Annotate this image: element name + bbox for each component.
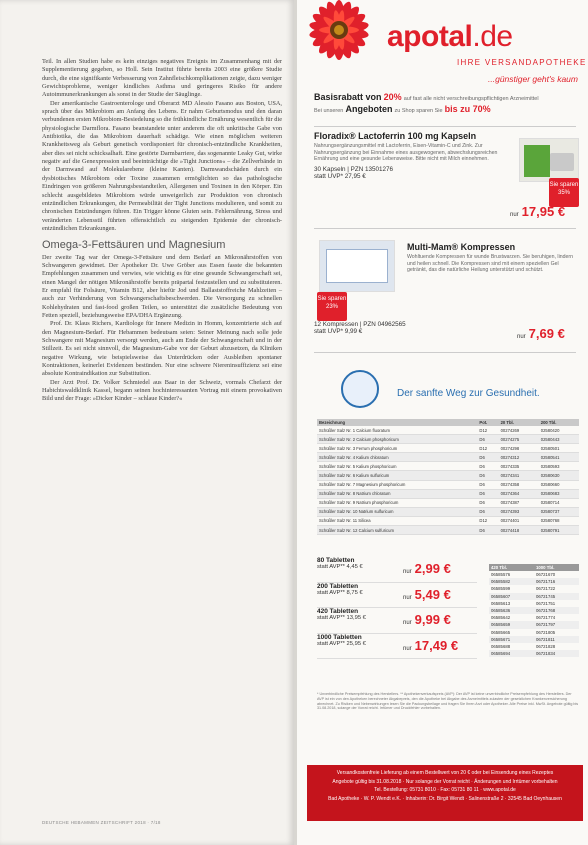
table-row: [489, 607, 579, 614]
savings-badge: Sie sparen 23%: [317, 292, 347, 321]
product-pzn: 30 Kapseln | PZN 13501276: [314, 165, 394, 173]
pack-avp: statt AVP** 8,75 €: [317, 589, 363, 596]
advert-page: [297, 0, 588, 845]
table-cell: 00274387: [499, 498, 539, 507]
table-row: [317, 507, 579, 516]
table-row: [317, 480, 579, 489]
table-row: [317, 444, 579, 453]
product-pzn: 12 Kompressen | PZN 04962565: [314, 321, 406, 328]
article-paragraph: Teil. In allen Studien habe es kein einziges negatives Ereignis im Zusammenhang mit der Supplementierung gegeben, so Holl. Sein Institut führte bereits 2003 eine größere Studie durch, die eine signifikante Verbesserung von Zahnfleischkomplikationen zeigte, dazu weniger Gewichtsprobleme, weniger kindliches Asthma und geringeres Risiko für andere Autoimmunerkrankungen als sonst in der Studie der Säuglinge.: [42, 58, 282, 99]
table-cell: 00274364: [499, 489, 539, 498]
table-cell: 02580420: [539, 426, 579, 435]
discount-label: Basisrabatt von: [314, 92, 382, 102]
table-cell: 06721834: [534, 650, 579, 657]
column-header: 420 Tbl.: [489, 564, 534, 571]
table-cell: Schüßler Salz Nr. 2 Calcium phosphoricum: [317, 435, 477, 444]
table-row: [489, 621, 579, 628]
table-cell: 06585582: [489, 578, 534, 585]
table-cell: D6: [477, 471, 498, 480]
price-prefix: nur: [517, 334, 526, 340]
divider: [314, 126, 576, 127]
footer-line: Bad Apotheke · W. P. Wendt e.K. · Inhaberin: Dr. Birgit Wendt · Salinenstraße 2 · 32545 Bad Oeynhausen: [328, 795, 562, 802]
price-value: 5,49 €: [414, 586, 451, 602]
table-cell: D12: [477, 426, 498, 435]
pack-price: [403, 612, 451, 627]
table-cell: 06721716: [534, 578, 579, 585]
pack-price: [403, 587, 451, 602]
table-cell: D6: [477, 507, 498, 516]
table-row: [317, 526, 579, 535]
column-header: Bezeichnung: [317, 419, 477, 426]
table-cell: 02580768: [539, 516, 579, 525]
legal-fineprint: * Unverbindliche Preisempfehlung des Herstellers. ** Apothekenverkaufspreis (AVP): Der AVP ist keine unverbindliche Preisempfehlung des Herstellers. Der AVP ist ein von den Apotheken berechneter Abgabepreis, den die Apotheke bei Abgabe des Arzneimittels zulasten der gesetzlichen Krankenversicherung abrechnet. Zu Risiken und Nebenwirkungen lesen Sie die Packungsbeilage und fragen Sie Ihren Arzt oder Apotheker. Alle Preise inkl. MwSt. Angebote gültig bis 31.08.2018, solange der Vorrat reicht. Irrtümer und Druckfehler vorbehalten.: [317, 692, 579, 711]
table-cell: Schüßler Salz Nr. 12 Calcium sulfuricum: [317, 526, 477, 535]
product-name: Floradix® Lactoferrin 100 mg Kapseln: [314, 131, 477, 141]
table-row: [489, 650, 579, 657]
table-row: [317, 435, 579, 444]
price-prefix: nur: [403, 620, 412, 626]
price-prefix: nur: [403, 594, 412, 601]
floradix-package-image: [519, 138, 579, 182]
table-header-row: [317, 419, 579, 426]
discount-banner: [314, 92, 579, 114]
brand-slogan: ...günstiger geht's kaum: [488, 74, 578, 84]
footer-info-bar: [307, 765, 583, 821]
advert-header: [297, 0, 588, 82]
pack-title: 80 Tabletten: [317, 557, 355, 564]
table-cell: D6: [477, 453, 498, 462]
offer-text: Angeboten: [345, 104, 393, 114]
pack-item: [317, 634, 477, 660]
savings-badge: Sie sparen 35%: [549, 178, 579, 207]
divider: [314, 352, 576, 353]
table-cell: 06585671: [489, 636, 534, 643]
article-paragraph: Prof. Dr. Klaus Richers, Kardiologe für Innere Medizin in Homm, konzentrierte sich auf den Magnesium-Bedarf. Für Hebammen bedeutsam seien: Seiner Meinung nach solle jede Schwangere mit Magnesium versorgt werden, auch am Ende der Schwangerschaft und in der Stillzeit. Es sei nicht sinnvoll, die Magnesium-Gabe vor der Geburt abzusetzen, da Kliniken negative Wirkung, wie beispielsweise das Unterdrücken oder Ausbleiben spontaner Kontraktionen, keinerlei Evidenzen bestünden. Nur eine schwere Niereninsuffizienz sei eine absolute Kontraindikation zur Substitution.: [42, 320, 282, 378]
table-cell: 02580791: [539, 526, 579, 535]
table-row: [489, 643, 579, 650]
table-cell: 06721670: [536, 572, 556, 578]
table-cell: 06585642: [491, 615, 511, 621]
table-cell: 06721828: [536, 643, 556, 649]
table-cell: 02580443: [539, 435, 579, 444]
table-cell: Schüßler Salz Nr. 5 Kalium phosphoricum: [317, 462, 477, 471]
apotal-logo: [387, 20, 513, 54]
footer-line: Angebote gültig bis 31.08.2018 · Nur solange der Vorrat reicht · Änderungen und Irrtümer vorbehalten: [332, 778, 558, 785]
table-row: [489, 629, 579, 636]
table-cell: Schüßler Salz Nr. 7 Magnesium phosphoricum: [317, 480, 477, 489]
table-cell: 02580660: [539, 480, 579, 489]
pack-price: [403, 638, 458, 653]
table-cell: 06721811: [534, 636, 579, 643]
table-cell: 00274358: [499, 480, 539, 489]
table-cell: 02580593: [539, 462, 579, 471]
table-cell: 06585694: [489, 650, 534, 657]
table-cell: 02580737: [539, 507, 579, 516]
product-multimam-meta: [314, 318, 474, 335]
table-row: [317, 489, 579, 498]
price-prefix: nur: [510, 212, 519, 218]
pack-item: [317, 608, 477, 634]
table-cell: Schüßler Salz Nr. 4 Kalium chloratum: [317, 453, 477, 462]
offer-text: Bei unseren: [314, 108, 344, 114]
pack-price: [403, 561, 451, 576]
product-floradix: [314, 131, 504, 180]
table-cell: 00274298: [499, 444, 539, 453]
table-cell: Schüßler Salz Nr. 8 Natrium chloratum: [317, 489, 477, 498]
table-cell: Schüßler Salz Nr. 6 Kalium sulfuricum: [317, 471, 477, 480]
table-row: [489, 614, 579, 621]
article-paragraph: Der amerikanische Gastroenterologe und Oberarzt MD Alessio Fasano aus Boston, USA, sprach über das Mikrobiom am Anfang des Lebens. Er nahm Geburtsmodus und den daran verbundenen ersten Mikrobiom-Besiedelung so die frühkindliche Ernährung wesentlich für die physiologische Darmflora. Fasano beanstandete unter anderem die oft unkritische Gabe von Antibiotika, die das Mikrobiom dauerhaft schädige. Wie einen möglichen weiteren Krankheitsweg als Geburt genetisch vordisponiert für chronisch-entzündliche Krankheiten, aber dies sei nicht schicksalhaft. Eine gestörte Darmbarriere, das sogenannte Leaky Gut, wirke negativ auf die Genexpression und beeinträchtige die »Tight Junctions« – die Zellverbände in der Darmwand auf Molekularebene (kleine Kanten). Darmwandschäden durch ein dysbiotisches Mikrobiom oder Toxine zusammen ermöglichten so das pathologische Eindringen von größeren Nahrungsbestandteilen, Allergenen und Toxinen in den Körper. Ein schlecht ausgebildetes Mikrobiom würde unweigerlich zur Produktion von chronisch entzündlichen Erkrankungen, die Permeabilität der Tight Junctions modulieren, und somit zu chronischen Entzündungen führen. Ein Trigger könne Gluten sein. Fehlernährung, Stress und veränderten Lebensstil führten offensichtlich zu steigenden Epidemie der chronisch-entzündlichen Erkrankungen.: [42, 99, 282, 232]
table-cell: D6: [477, 462, 498, 471]
table-cell: 06721745: [534, 593, 579, 600]
table-cell: 00274275: [499, 435, 539, 444]
table-cell: Schüßler Salz Nr. 1 Calcium fluoratum: [317, 426, 477, 435]
table-cell: 00274269: [499, 426, 539, 435]
product-price: [510, 204, 565, 219]
page-footer: DEUTSCHE HEBAMMEN ZEITSCHRIFT 2018 · 7/18: [42, 820, 161, 825]
pack-title: 200 Tabletten: [317, 582, 359, 590]
table-cell: 06721774: [536, 615, 556, 621]
logo-tld: .de: [472, 20, 513, 53]
table-cell: 02580541: [539, 453, 579, 462]
table-cell: 00274393: [499, 507, 539, 516]
pack-avp: statt AVP** 4,45 €: [317, 564, 363, 570]
offer-max-savings: bis zu 70%: [444, 104, 491, 114]
pack-avp: statt AVP** 25,95 €: [317, 640, 366, 647]
offer-text: zu Shop sparen Sie: [394, 108, 443, 114]
table-cell: 00274418: [499, 526, 539, 535]
table-row: [317, 426, 579, 435]
table-cell: 06585665: [491, 629, 511, 635]
product-price: [517, 326, 565, 341]
table-row: [489, 636, 579, 643]
article-heading: Omega-3-Fettsäuren und Magnesium: [42, 239, 226, 252]
table-row: [489, 571, 579, 578]
dhu-slogan: Der sanfte Weg zur Gesundheit.: [397, 388, 540, 399]
column-header: 200 Tbl.: [539, 419, 579, 426]
article-body: [42, 58, 282, 404]
table-cell: 06721722: [536, 586, 556, 592]
table-row: [489, 593, 579, 600]
price-prefix: nur: [403, 569, 412, 575]
table-cell: 02580630: [539, 471, 579, 480]
table-cell: 02580683: [539, 489, 579, 498]
table-cell: 00274341: [499, 471, 539, 480]
table-cell: 06721751: [536, 600, 556, 606]
pack-title: 1000 Tabletten: [317, 633, 362, 641]
table-cell: D12: [477, 444, 498, 453]
table-cell: 06585613: [491, 600, 511, 606]
table-cell: 06585607: [489, 593, 534, 600]
table-cell: 06585599: [491, 586, 511, 592]
price-value: 9,99 €: [414, 612, 451, 627]
pack-title: 420 Tabletten: [317, 608, 359, 615]
divider: [314, 228, 576, 229]
product-multimam: [407, 242, 579, 274]
discount-line-1: [314, 92, 579, 102]
column-header: 20 Tbl.: [499, 419, 539, 426]
table-row: [317, 471, 579, 480]
table-cell: Schüßler Salz Nr. 9 Natrium phosphoricum: [317, 498, 477, 507]
table-cell: Schüßler Salz Nr. 3 Ferrum phosphoricum: [317, 444, 477, 453]
price-value: 2,99 €: [414, 561, 451, 576]
table-cell: 06585659: [489, 621, 534, 628]
table-cell: 06585576: [491, 572, 511, 578]
price-prefix: nur: [403, 645, 412, 652]
table-cell: Schüßler Salz Nr. 11 Silicea: [317, 516, 477, 525]
article-paragraph: Der Arzt Prof. Dr. Volker Schmiedel aus Baar in der Schweiz, vormals Chefarzt der Habichtswaldklinik Kassel, begann seinen hochinteressanten Vortrag mit einem provokativen Bild und der Frage: »Dicker Kinder – schlaue Kinder?«: [42, 378, 282, 403]
pack-item: [317, 583, 477, 609]
table-cell: Schüßler Salz Nr. 10 Natrium sulfuricum: [317, 507, 477, 516]
table-cell: 06585688: [491, 643, 511, 649]
logo-subtitle: IHRE VERSANDAPOTHEKE: [457, 58, 587, 67]
table-cell: 00274401: [499, 516, 539, 525]
multimam-package-image: [319, 240, 395, 292]
table-cell: 00274312: [499, 453, 539, 462]
pack-avp: statt AVP** 13,95 €: [317, 615, 366, 621]
pack-price-list: [317, 557, 477, 659]
table-cell: 06721768: [534, 607, 579, 614]
logo-name: apotal: [387, 20, 473, 53]
article-paragraph: Der zweite Tag war der Omega-3-Fettsäure und dem Bedarf an Mikronährstoffen von Schwangeren gewidmet. Der Apotheker Dr. Uwe Gröber aus Essen fasste die bekannten Empfehlungen zusammen und verwies, wie wichtig es für eine gesunde Schwangerschaft sei, einen Mangel der nötigen Mikronährstoffe bereits präpartal festzustellen und zu substituieren. Er empfahl für Folsäure, Vitamin B12, aber hiefür Jod und Ballaststoffreiche Mahlzeiten – auch zur Verhinderung von Schwangerschaftsbeschwerden. Die Versorgung zu schnellen Kohlehydraten und fast-food großen Teilen, so unterstützt die zusätzliche Bedeutung von Fetten speziell, beziehungsweise EPA/DHA Ergänzung.: [42, 253, 282, 319]
pzn-table: [489, 564, 579, 657]
table-cell: D6: [477, 498, 498, 507]
gerbera-flower-icon: [291, 0, 401, 88]
table-cell: 02580714: [539, 498, 579, 507]
table-row: [317, 453, 579, 462]
table-cell: D6: [477, 435, 498, 444]
table-cell: 06585636: [489, 607, 534, 614]
table-cell: 06721797: [534, 621, 579, 628]
table-cell: D12: [477, 516, 498, 525]
table-row: [317, 498, 579, 507]
product-description: Nahrungsergänzungsmittel mit Lactoferrin, Eisen-Vitamin-C und Zink. Zur Nahrungsergänzung bei Einnahme eines ausgewogenen, abwechslungsreichen Ernährung und eine gesunde Lebensweise. Bitte nicht mit Milch einnehmen.: [314, 143, 498, 163]
table-cell: 00274335: [499, 462, 539, 471]
schuessler-salts-table: [317, 419, 579, 535]
product-uvp: statt UVP* 27,95 €: [314, 172, 366, 180]
price-value: 17,49 €: [414, 637, 459, 653]
table-cell: D6: [477, 526, 498, 535]
footer-line: Tel. Bestellung: 05731 8010 · Fax: 05731 80 11 · www.apotal.de: [374, 787, 516, 793]
footer-line: Versandkostenfreie Lieferung ab einem Bestellwert von 20 € oder bei Einsendung eines Rezeptes: [336, 770, 554, 776]
table-cell: D6: [477, 480, 498, 489]
table-row: [489, 585, 579, 592]
table-row: [317, 462, 579, 471]
table-row: [489, 600, 579, 607]
product-uvp: statt UVP* 9,99 €: [314, 328, 363, 335]
table-cell: 06721805: [536, 629, 556, 635]
column-header: 1000 Tbl.: [534, 564, 579, 571]
product-name: Multi-Mam® Kompressen: [407, 242, 516, 252]
table-header-row: [489, 564, 579, 571]
column-header: Pot.: [477, 419, 498, 426]
discount-detail: auf fast alle nicht verschreibungspflichtigen Arzneimittel: [403, 96, 539, 102]
dhu-logo: [341, 370, 379, 408]
product-description: Wohltuende Kompressen für wunde Brustwarzen. Sie beruhigen, lindern und heilen schnell. Die Kompressen sind mit einem speziellen Gel getränkt, das die natürliche Heilung unterstützt und schützt.: [407, 254, 573, 274]
table-row: [489, 578, 579, 585]
table-cell: D6: [477, 489, 498, 498]
price-value: 7,69 €: [528, 326, 565, 341]
discount-percent: 20%: [383, 92, 402, 102]
pack-item: [317, 557, 477, 583]
price-value: 17,95 €: [521, 204, 566, 219]
table-cell: 02580501: [539, 444, 579, 453]
discount-line-2: [314, 104, 579, 114]
table-row: [317, 516, 579, 525]
